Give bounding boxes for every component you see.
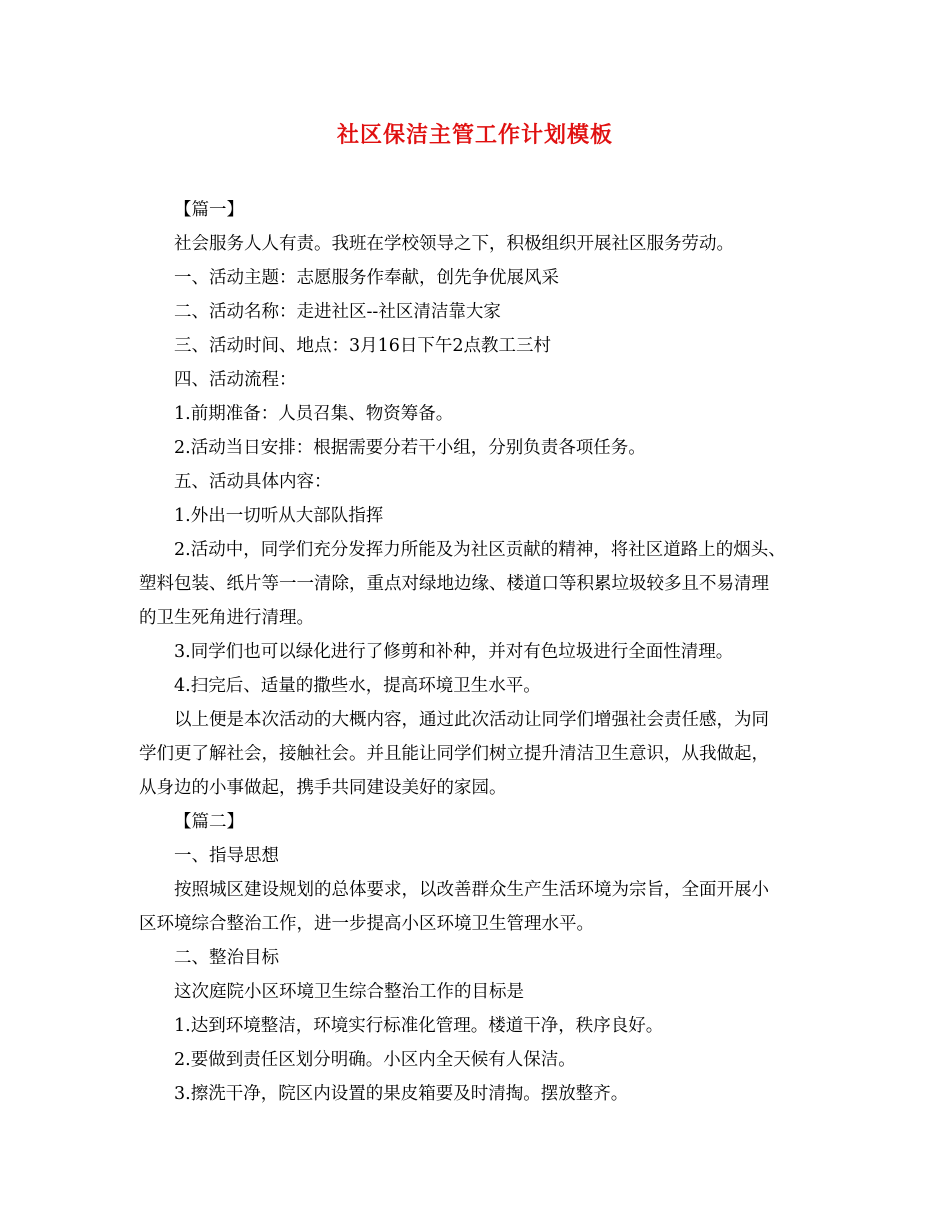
paragraph-continuation: 学们更了解社会，接触社会。并且能让同学们树立提升清洁卫生意识，从我做起， — [139, 744, 769, 764]
section-heading-1: 【篇一】 — [174, 200, 244, 220]
paragraph: 二、活动名称：走进社区--社区清洁靠大家 — [174, 302, 501, 322]
paragraph-continuation: 区环境综合整治工作，进一步提高小区环境卫生管理水平。 — [139, 914, 594, 934]
paragraph: 三、活动时间、地点：3月16日下午2点教工三村 — [174, 336, 552, 356]
section-heading-2: 【篇二】 — [174, 812, 244, 832]
paragraph: 二、整治目标 — [174, 948, 279, 968]
paragraph: 四、活动流程： — [174, 370, 297, 390]
paragraph: 这次庭院小区环境卫生综合整治工作的目标是 — [174, 982, 524, 1002]
paragraph: 2.活动当日安排：根据需要分若干小组，分别负责各项任务。 — [174, 438, 646, 458]
paragraph: 3.同学们也可以绿化进行了修剪和补种，并对有色垃圾进行全面性清理。 — [174, 642, 734, 662]
paragraph: 一、指导思想 — [174, 846, 279, 866]
paragraph: 以上便是本次活动的大概内容，通过此次活动让同学们增强社会责任感，为同 — [174, 710, 769, 730]
document-body — [139, 193, 839, 1111]
paragraph: 3.擦洗干净，院区内设置的果皮箱要及时清掏。摆放整齐。 — [174, 1084, 629, 1104]
paragraph: 2.要做到责任区划分明确。小区内全天候有人保洁。 — [174, 1050, 576, 1070]
paragraph-continuation: 塑料包装、纸片等一一清除，重点对绿地边缘、楼道口等积累垃圾较多且不易清理 — [139, 574, 769, 594]
paragraph: 按照城区建设规划的总体要求，以改善群众生产生活环境为宗旨，全面开展小 — [174, 880, 769, 900]
paragraph: 4.扫完后、适量的撒些水，提高环境卫生水平。 — [174, 676, 541, 696]
paragraph: 一、活动主题：志愿服务作奉献，创先争优展风采 — [174, 268, 559, 288]
paragraph: 1.达到环境整洁，环境实行标准化管理。楼道干净，秩序良好。 — [174, 1016, 664, 1036]
paragraph: 2.活动中，同学们充分发挥力所能及为社区贡献的精神，将社区道路上的烟头、 — [174, 540, 786, 560]
paragraph-continuation: 从身边的小事做起，携手共同建设美好的家园。 — [139, 778, 507, 798]
paragraph: 1.外出一切听从大部队指挥 — [174, 506, 384, 526]
paragraph: 1.前期准备：人员召集、物资筹备。 — [174, 404, 454, 424]
document-title: 社区保洁主管工作计划模板 — [336, 122, 613, 148]
paragraph: 社会服务人人有责。我班在学校领导之下，积极组织开展社区服务劳动。 — [174, 234, 734, 254]
paragraph: 五、活动具体内容： — [174, 472, 332, 492]
paragraph-continuation: 的卫生死角进行清理。 — [139, 608, 314, 628]
